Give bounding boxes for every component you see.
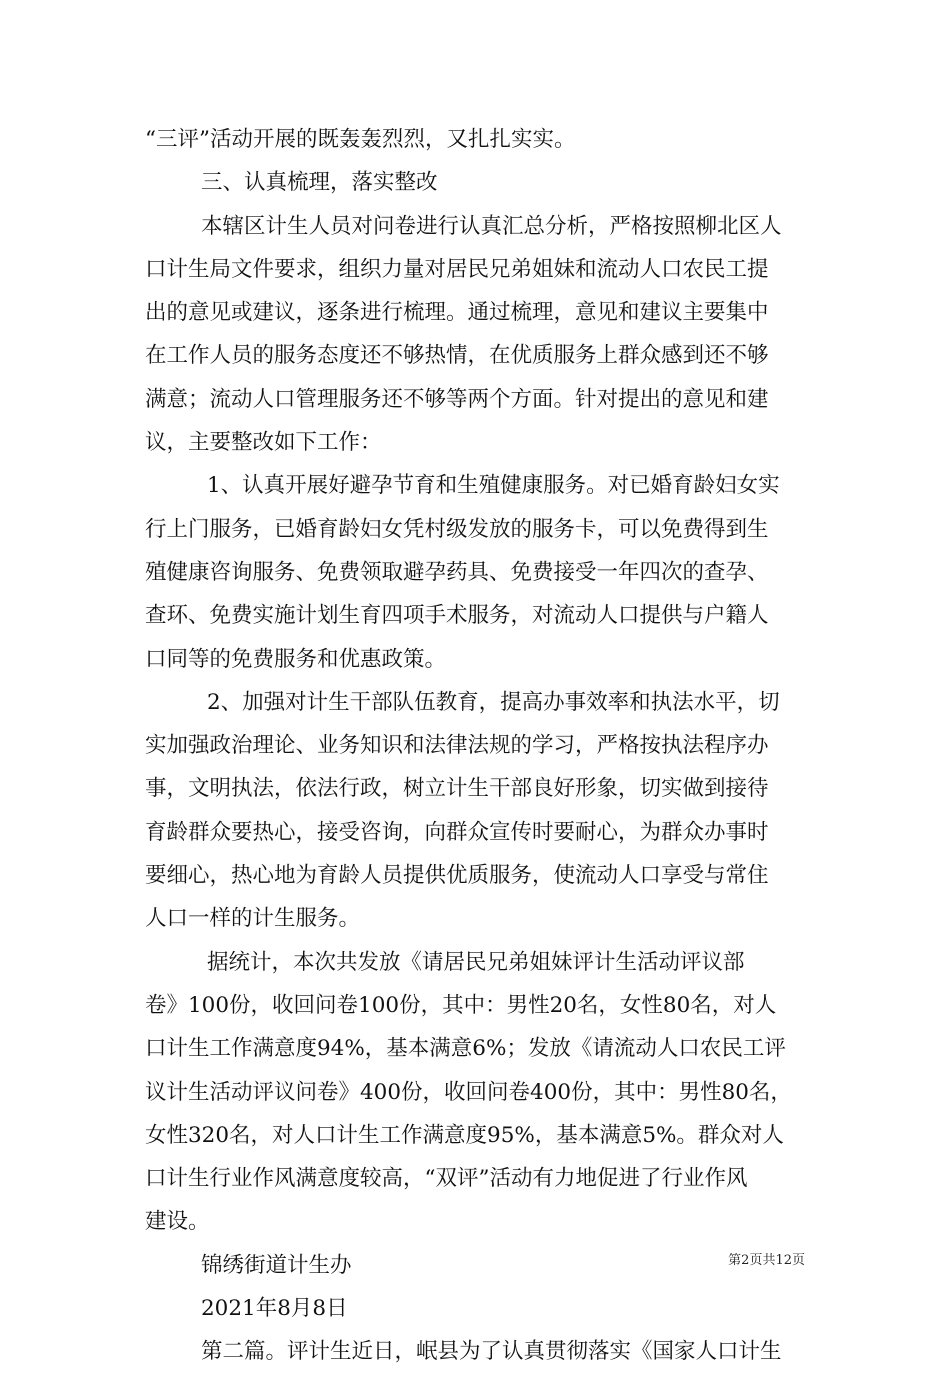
section-heading: 三、认真梳理，落实整改 — [201, 170, 438, 196]
paragraph-line: 议，主要整改如下工作： — [145, 430, 382, 456]
next-section-start: 第二篇。评计生近日，岷县为了认真贯彻落实《国家人口计生 — [201, 1339, 782, 1365]
paragraph-line: 本辖区计生人员对问卷进行认真汇总分析，严格按照柳北区人 — [201, 213, 782, 239]
paragraph-line: 查环、免费实施计划生育四项手术服务，对流动人口提供与户籍人 — [145, 603, 769, 629]
statistics-line: 卷》100份，收回问卷100份，其中：男性20名，女性80名，对人 — [145, 992, 777, 1018]
paragraph-line: 行上门服务，已婚育龄妇女凭村级发放的服务卡，可以免费得到生 — [145, 516, 769, 542]
signature-date: 2021年8月8日 — [201, 1296, 348, 1322]
statistics-line: 口计生工作满意度94%，基本满意6%；发放《请流动人口农民工评 — [145, 1036, 786, 1062]
paragraph-line: 满意；流动人口管理服务还不够等两个方面。针对提出的意见和建 — [145, 386, 769, 412]
statistics-line: 建设。 — [145, 1209, 210, 1235]
page-number: 第2页共12页 — [728, 1253, 805, 1268]
document-body — [145, 118, 815, 1374]
paragraph-line: 在工作人员的服务态度还不够热情，在优质服务上群众感到还不够 — [145, 343, 769, 369]
paragraph-line: 要细心，热心地为育龄人员提供优质服务，使流动人口享受与常住 — [145, 863, 769, 889]
paragraph-line: 人口一样的计生服务。 — [145, 906, 361, 932]
statistics-line: 口计生行业作风满意度较高，“双评”活动有力地促进了行业作风 — [145, 1166, 748, 1192]
paragraph-line: 事，文明执法，依法行政，树立计生干部良好形象，切实做到接待 — [145, 776, 769, 802]
statistics-line: 议计生活动评议问卷》400份，收回问卷400份，其中：男性80名， — [145, 1079, 792, 1105]
statistics-line: 据统计，本次共发放《请居民兄弟姐妹评计生活动评议部 — [207, 949, 745, 975]
paragraph-line: 育龄群众要热心，接受咨询，向群众宣传时要耐心，为群众办事时 — [145, 819, 769, 845]
paragraph-line: 出的意见或建议，逐条进行梳理。通过梳理，意见和建议主要集中 — [145, 300, 769, 326]
body-line: “三评”活动开展的既轰轰烈烈，又扎扎实实。 — [145, 127, 576, 152]
numbered-item-line: 1、认真开展好避孕节育和生殖健康服务。对已婚育龄妇女实 — [207, 473, 780, 499]
paragraph-line: 口同等的免费服务和优惠政策。 — [145, 646, 447, 672]
paragraph-line: 殖健康咨询服务、免费领取避孕药具、免费接受一年四次的查孕、 — [145, 559, 769, 585]
statistics-line: 女性320名，对人口计生工作满意度95%，基本满意5%。群众对人 — [145, 1122, 784, 1148]
paragraph-line: 实加强政治理论、业务知识和法律法规的学习，严格按执法程序办 — [145, 733, 769, 759]
numbered-item-line: 2、加强对计生干部队伍教育，提高办事效率和执法水平，切 — [207, 689, 780, 715]
paragraph-line: 口计生局文件要求，组织力量对居民兄弟姐妹和流动人口农民工提 — [145, 256, 769, 282]
signature-office: 锦绣街道计生办 — [201, 1252, 352, 1278]
